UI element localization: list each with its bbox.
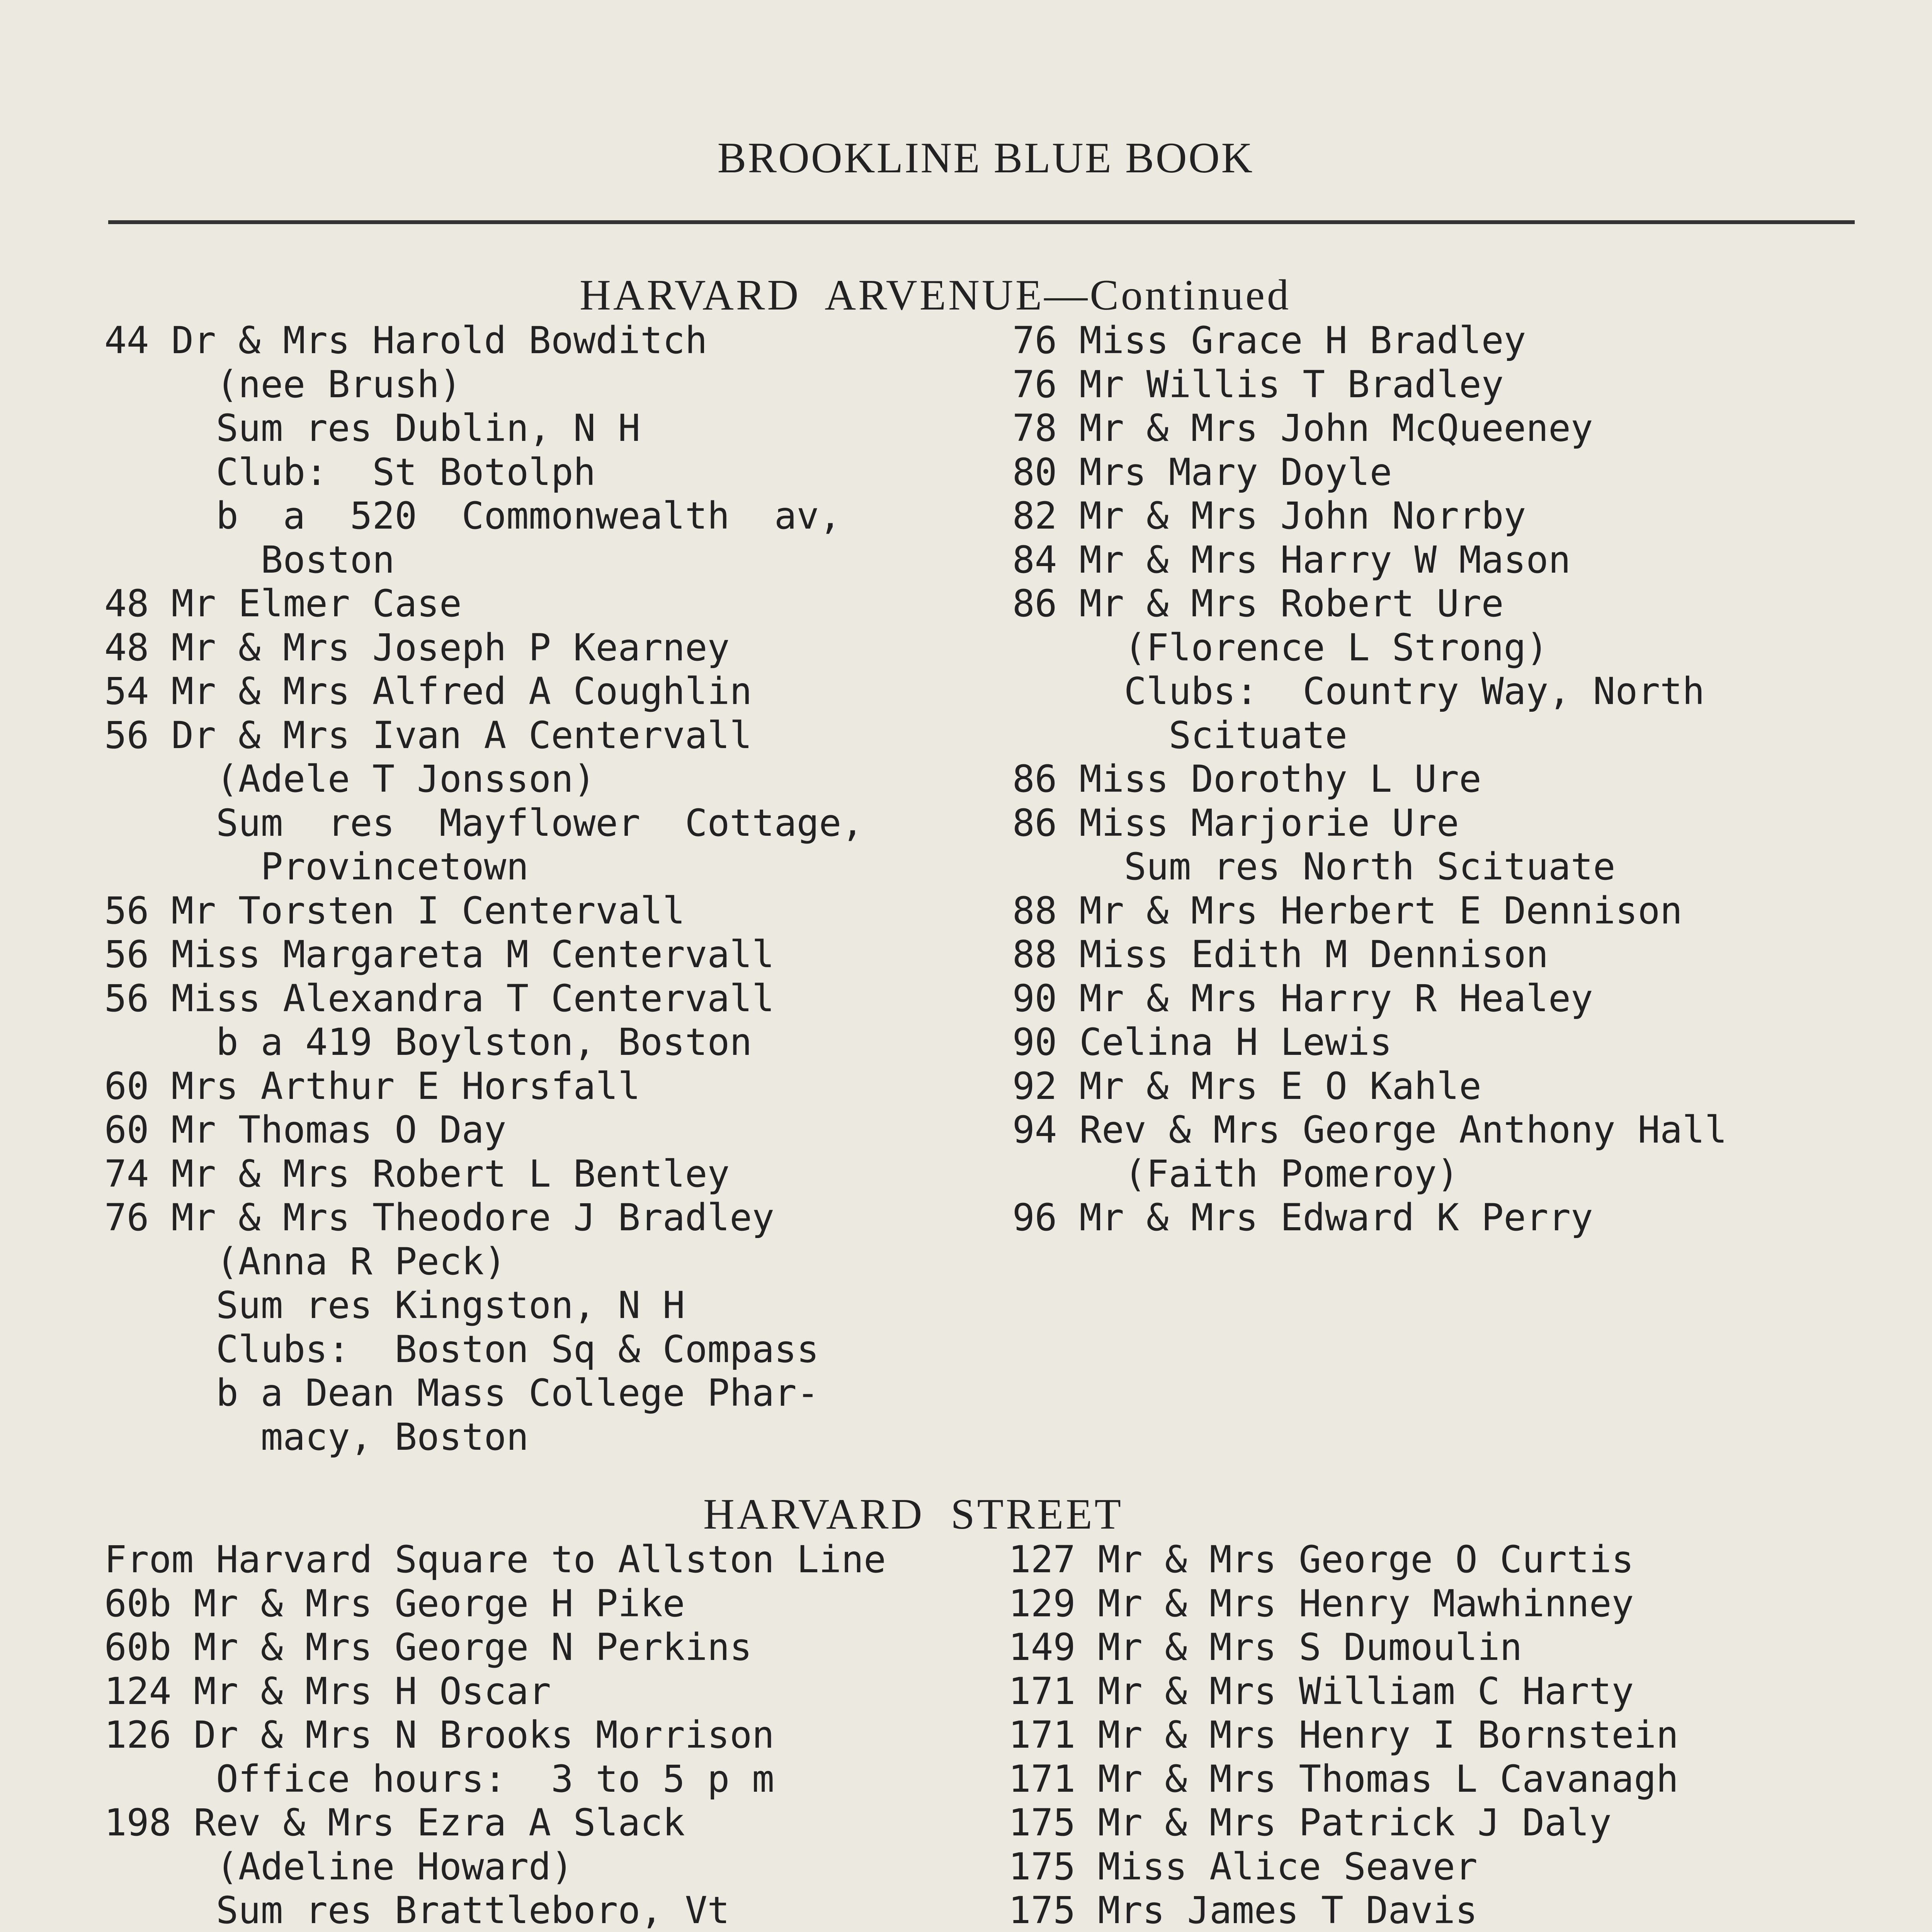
directory-entry-line: Clubs: Country Way, North (1012, 670, 1705, 713)
directory-entry-line: 171 Mr & Mrs Henry I Bornstein (1009, 1713, 1679, 1757)
directory-entry-line: 48 Mr & Mrs Joseph P Kearney (104, 626, 730, 669)
directory-entry-line: 56 Dr & Mrs Ivan A Centervall (104, 713, 752, 757)
directory-entry-line: Office hours: 3 to 5 p m (104, 1757, 774, 1801)
directory-entry-line: 96 Mr & Mrs Edward K Perry (1012, 1196, 1593, 1239)
directory-entry-line: 84 Mr & Mrs Harry W Mason (1012, 538, 1571, 582)
directory-entry-line: 175 Mrs James T Davis (1009, 1889, 1478, 1932)
directory-entry-line: 149 Mr & Mrs S Dumoulin (1009, 1626, 1522, 1669)
directory-entry-line: (Anna R Peck) (104, 1240, 507, 1283)
directory-entry-line: b a 419 Boylston, Boston (104, 1020, 752, 1064)
directory-entry-line: 54 Mr & Mrs Alfred A Coughlin (104, 670, 752, 713)
directory-entry-line: 90 Celina H Lewis (1012, 1020, 1392, 1064)
directory-entry-line: 126 Dr & Mrs N Brooks Morrison (104, 1713, 774, 1757)
directory-entry-line: Scituate (1012, 713, 1347, 757)
directory-entry-line: (Adele T Jonsson) (104, 757, 596, 801)
directory-entry-line: 82 Mr & Mrs John Norrby (1012, 494, 1526, 537)
directory-entry-line: 60 Mr Thomas O Day (104, 1108, 507, 1151)
directory-entry-line: Sum res Dublin, N H (104, 406, 641, 450)
directory-entry-line: 198 Rev & Mrs Ezra A Slack (104, 1801, 685, 1844)
harvard-avenue-left-column (104, 319, 864, 1459)
directory-entry-line: Provincetown (104, 845, 529, 888)
harvard-street-left-column (104, 1538, 886, 1932)
directory-entry-line: 76 Mr & Mrs Theodore J Bradley (104, 1196, 774, 1239)
directory-entry-line: 86 Mr & Mrs Robert Ure (1012, 582, 1504, 625)
section-title-harvard-avenue: HARVARD ARVENUE—Continued (580, 271, 1291, 319)
directory-entry-line: 74 Mr & Mrs Robert L Bentley (104, 1152, 730, 1196)
directory-entry-line: 175 Mr & Mrs Patrick J Daly (1009, 1801, 1612, 1844)
directory-entry-line: 88 Miss Edith M Dennison (1012, 933, 1549, 976)
directory-entry-line: 76 Miss Grace H Bradley (1012, 319, 1526, 362)
directory-entry-line: 56 Miss Margareta M Centervall (104, 933, 774, 976)
directory-entry-line: From Harvard Square to Allston Line (104, 1538, 886, 1581)
directory-entry-line: 127 Mr & Mrs George O Curtis (1009, 1538, 1634, 1581)
directory-entry-line: 175 Miss Alice Seaver (1009, 1845, 1478, 1888)
directory-entry-line: (Adeline Howard) (104, 1845, 573, 1888)
directory-entry-line: Clubs: Boston Sq & Compass (104, 1327, 819, 1371)
directory-entry-line: 94 Rev & Mrs George Anthony Hall (1012, 1108, 1727, 1151)
directory-entry-line: (nee Brush) (104, 362, 462, 406)
directory-entry-line: Sum res Brattleboro, Vt (104, 1889, 730, 1932)
directory-entry-line: 48 Mr Elmer Case (104, 582, 462, 625)
header-rule (108, 220, 1855, 224)
directory-entry-line: Sum res Mayflower Cottage, (104, 801, 864, 845)
directory-entry-line: b a 520 Commonwealth av, (104, 494, 842, 537)
directory-entry-line: 86 Miss Dorothy L Ure (1012, 757, 1481, 801)
directory-entry-line: 88 Mr & Mrs Herbert E Dennison (1012, 889, 1682, 932)
running-title: BROOKLINE BLUE BOOK (717, 134, 1254, 182)
directory-entry-line: 76 Mr Willis T Bradley (1012, 362, 1504, 406)
directory-entry-line: Sum res North Scituate (1012, 845, 1616, 888)
harvard-street-right-column (1009, 1538, 1835, 1932)
directory-entry-line: 60 Mrs Arthur E Horsfall (104, 1064, 641, 1108)
directory-entry-line: 90 Mr & Mrs Harry R Healey (1012, 976, 1593, 1020)
directory-entry-line: 92 Mr & Mrs E O Kahle (1012, 1064, 1481, 1108)
directory-entry-line: 56 Miss Alexandra T Centervall (104, 976, 774, 1020)
directory-entry-line: 86 Miss Marjorie Ure (1012, 801, 1459, 845)
directory-entry-line: 44 Dr & Mrs Harold Bowditch (104, 319, 707, 362)
directory-entry-line: 56 Mr Torsten I Centervall (104, 889, 685, 932)
section-title-harvard-street: HARVARD STREET (703, 1490, 1124, 1538)
directory-entry-line: 171 Mr & Mrs William C Harty (1009, 1669, 1634, 1713)
directory-entry-line: b a Dean Mass College Phar- (104, 1371, 819, 1415)
directory-entry-line: (Faith Pomeroy) (1012, 1152, 1459, 1196)
directory-entry-line: 60b Mr & Mrs George N Perkins (104, 1626, 752, 1669)
directory-entry-line: Club: St Botolph (104, 450, 596, 494)
harvard-avenue-right-column (1012, 319, 1727, 1240)
directory-entry-line: 60b Mr & Mrs George H Pike (104, 1582, 685, 1625)
directory-entry-line: 124 Mr & Mrs H Oscar (104, 1669, 551, 1713)
directory-entry-line: macy, Boston (104, 1415, 529, 1459)
directory-entry-line: Boston (104, 538, 395, 582)
directory-entry-line: (Florence L Strong) (1012, 626, 1549, 669)
directory-entry-line: 78 Mr & Mrs John McQueeney (1012, 406, 1593, 450)
directory-entry-line: 129 Mr & Mrs Henry Mawhinney (1009, 1582, 1634, 1625)
directory-entry-line: Sum res Kingston, N H (104, 1284, 685, 1327)
page-header (116, 133, 1855, 182)
directory-entry-line: 80 Mrs Mary Doyle (1012, 450, 1392, 494)
directory-entry-line: 171 Mr & Mrs Thomas L Cavanagh (1009, 1757, 1679, 1801)
